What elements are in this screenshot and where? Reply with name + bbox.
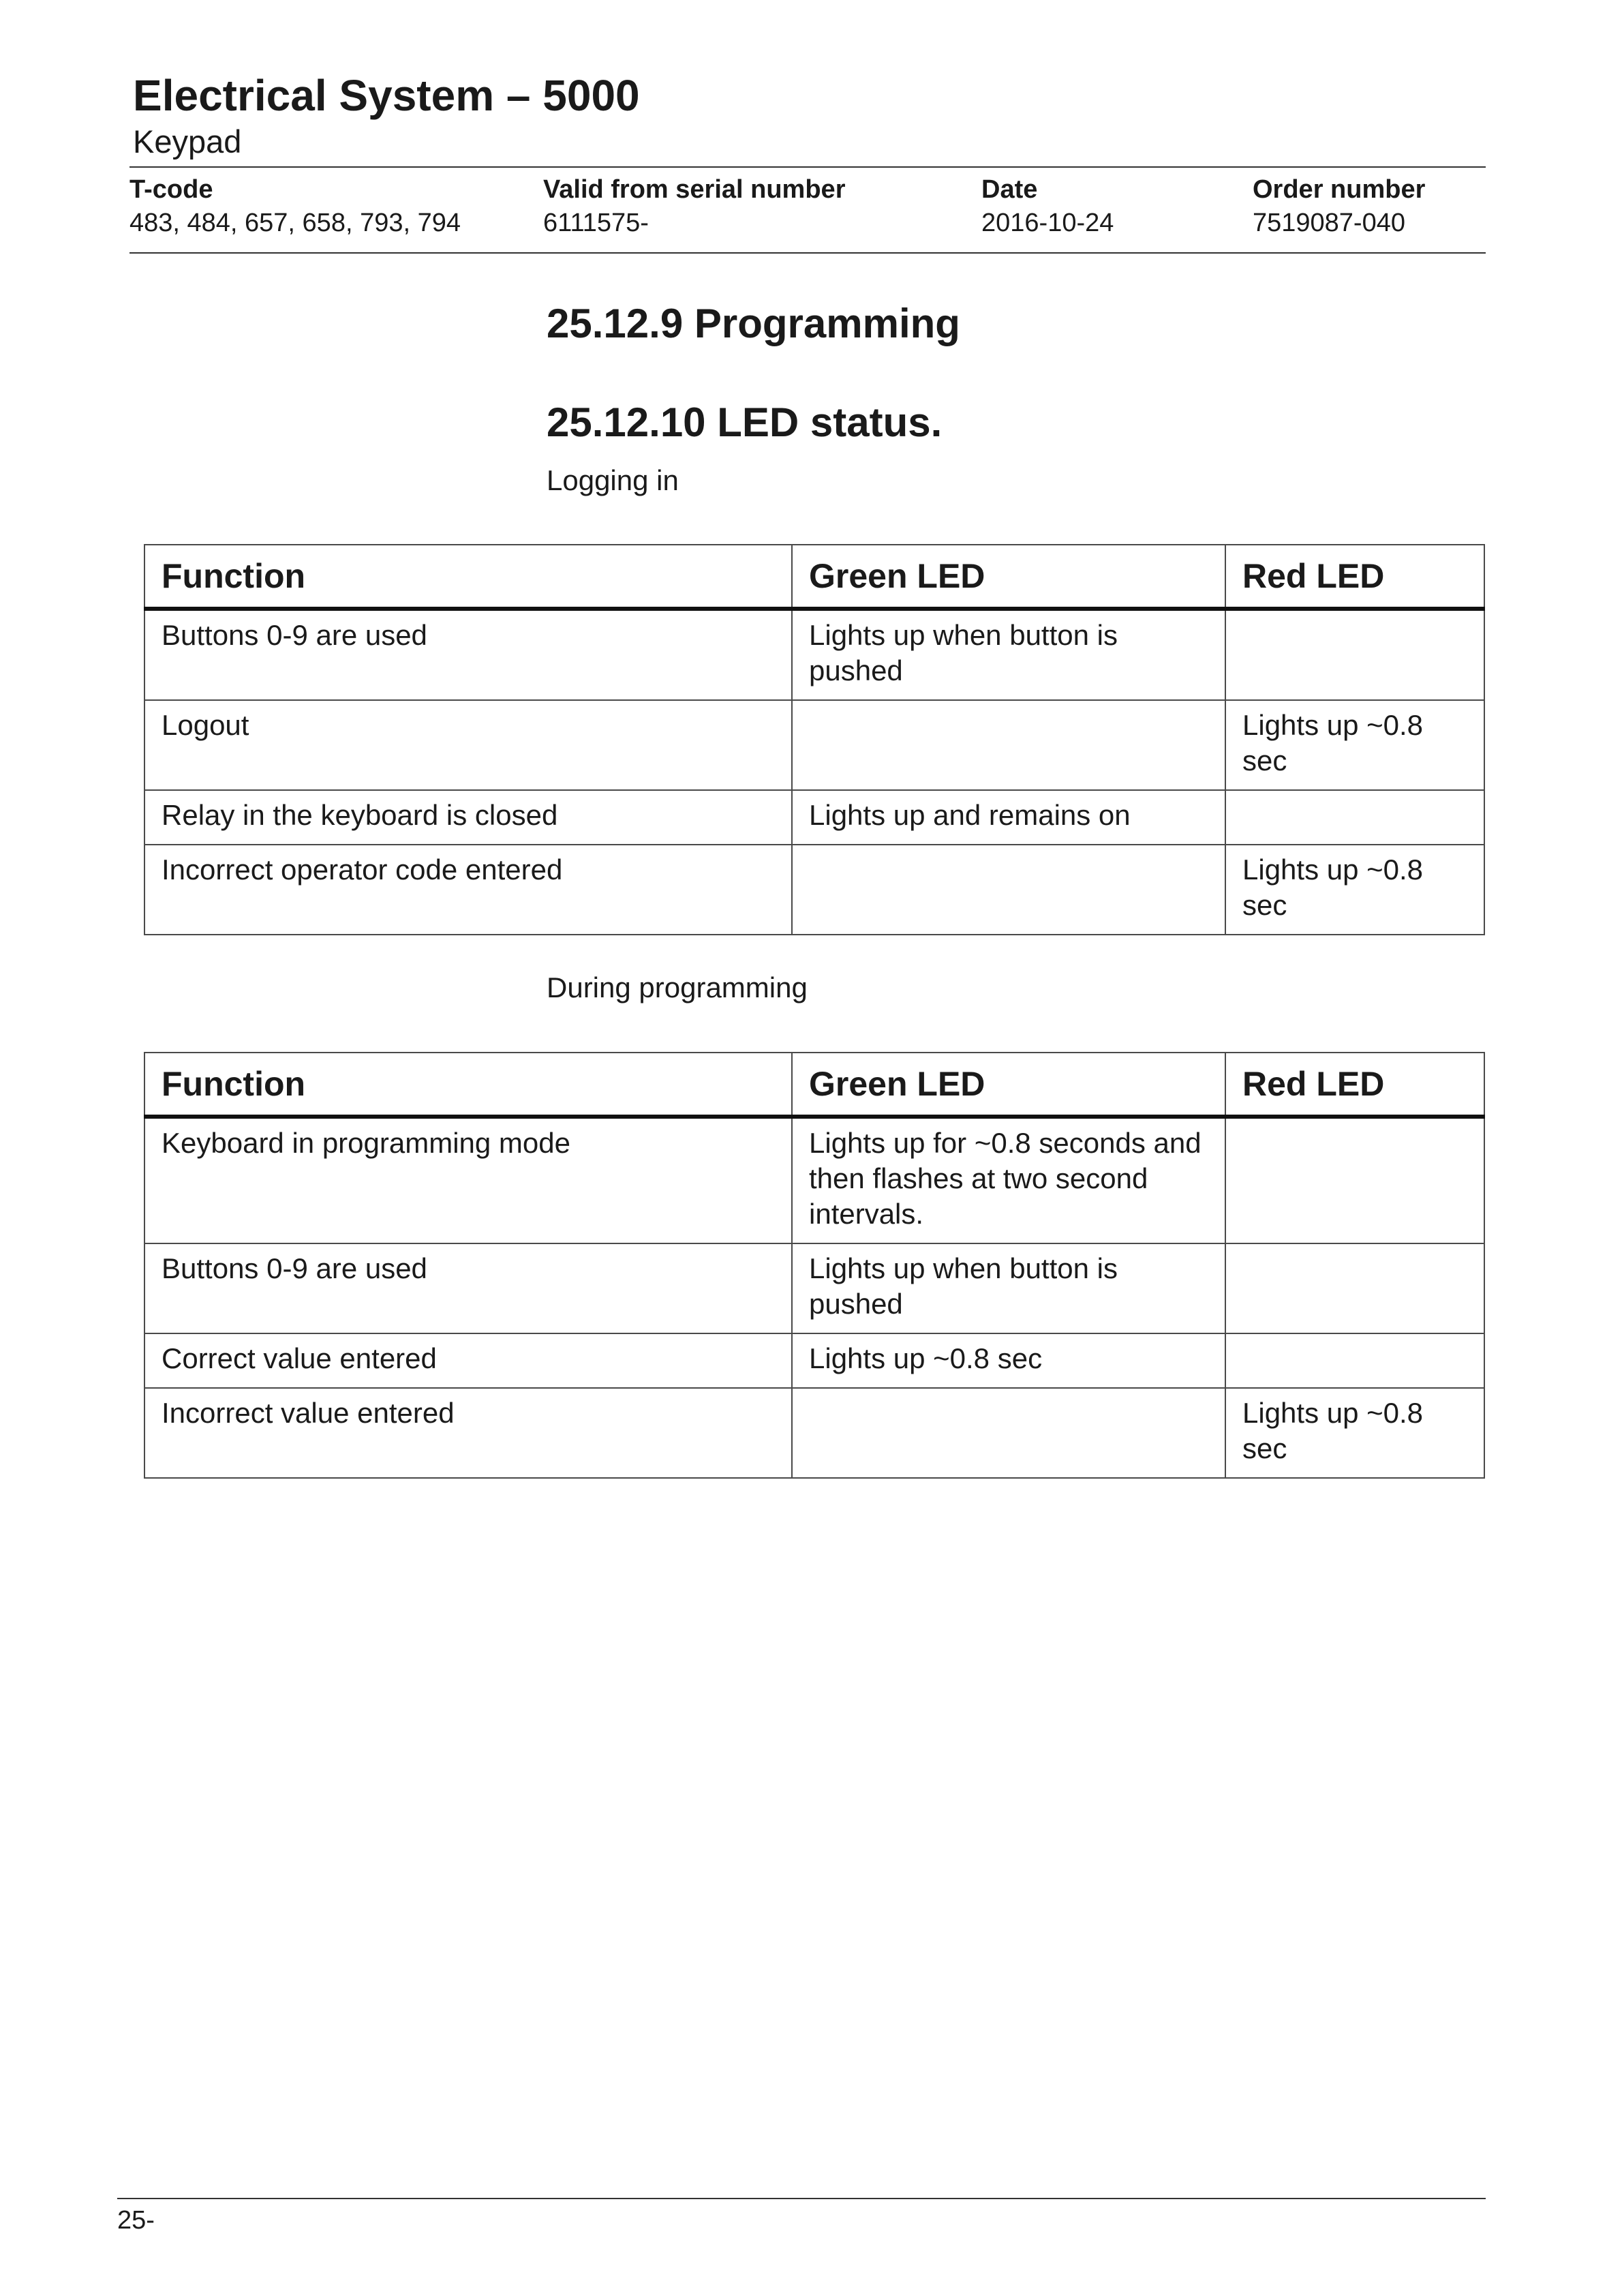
footer-rule [117,2198,1486,2199]
cell-red-led [1225,1117,1484,1243]
document-title: Electrical System – 5000 [133,71,640,120]
cell-red-led [1225,1243,1484,1333]
cell-function: Correct value entered [144,1333,792,1388]
document-subtitle: Keypad [133,123,242,160]
header-rule-bottom [129,252,1486,254]
programming-table [144,1052,1485,1479]
cell-function: Buttons 0-9 are used [144,1243,792,1333]
cell-green-led [792,1388,1225,1478]
meta-serial [543,173,845,241]
cell-green-led: Lights up when button is pushed [792,1243,1225,1333]
cell-green-led: Lights up ~0.8 sec [792,1333,1225,1388]
column-header-red-led: Red LED [1225,545,1484,609]
cell-function: Logout [144,700,792,790]
cell-red-led: Lights up ~0.8 sec [1225,1388,1484,1478]
meta-date [981,173,1114,241]
table-row [144,700,1484,790]
meta-order [1253,173,1425,241]
meta-tcode-value: 483, 484, 657, 658, 793, 794 [129,209,461,238]
cell-function: Incorrect operator code entered [144,845,792,935]
table-row [144,609,1484,700]
cell-function: Relay in the keyboard is closed [144,790,792,845]
cell-red-led: Lights up ~0.8 sec [1225,700,1484,790]
table-header-row [144,1053,1484,1117]
meta-serial-value: 6111575- [543,209,649,238]
column-header-green-led: Green LED [792,545,1225,609]
cell-green-led: Lights up and remains on [792,790,1225,845]
column-header-function: Function [144,545,792,609]
meta-order-label: Order number [1253,175,1426,204]
meta-serial-label: Valid from serial number [543,175,846,204]
meta-order-value: 7519087-040 [1253,209,1405,238]
header-rule-top [129,166,1486,168]
table-row [144,1388,1484,1478]
meta-tcode-label: T-code [129,175,213,204]
column-header-red-led: Red LED [1225,1053,1484,1117]
page-number: 25- [117,2206,155,2235]
cell-green-led: Lights up for ~0.8 seconds and then flashes at two second intervals. [792,1117,1225,1243]
logging-in-label: Logging in [547,464,679,496]
cell-red-led [1225,790,1484,845]
meta-tcode [129,173,461,241]
logging-in-table [144,544,1485,935]
cell-red-led [1225,609,1484,700]
cell-green-led [792,700,1225,790]
table-row [144,790,1484,845]
cell-function: Buttons 0-9 are used [144,609,792,700]
table-row [144,845,1484,935]
table-header-row [144,545,1484,609]
cell-red-led [1225,1333,1484,1388]
cell-green-led [792,845,1225,935]
table-row [144,1333,1484,1388]
during-programming-label: During programming [547,971,808,1003]
meta-date-label: Date [981,175,1038,204]
section-heading-led-status: 25.12.10 LED status. [547,399,943,445]
cell-function: Incorrect value entered [144,1388,792,1478]
table-row [144,1117,1484,1243]
section-heading-programming: 25.12.9 Programming [547,301,960,346]
cell-green-led: Lights up when button is pushed [792,609,1225,700]
table-row [144,1243,1484,1333]
meta-date-value: 2016-10-24 [981,209,1114,238]
cell-red-led: Lights up ~0.8 sec [1225,845,1484,935]
cell-function: Keyboard in programming mode [144,1117,792,1243]
column-header-function: Function [144,1053,792,1117]
column-header-green-led: Green LED [792,1053,1225,1117]
